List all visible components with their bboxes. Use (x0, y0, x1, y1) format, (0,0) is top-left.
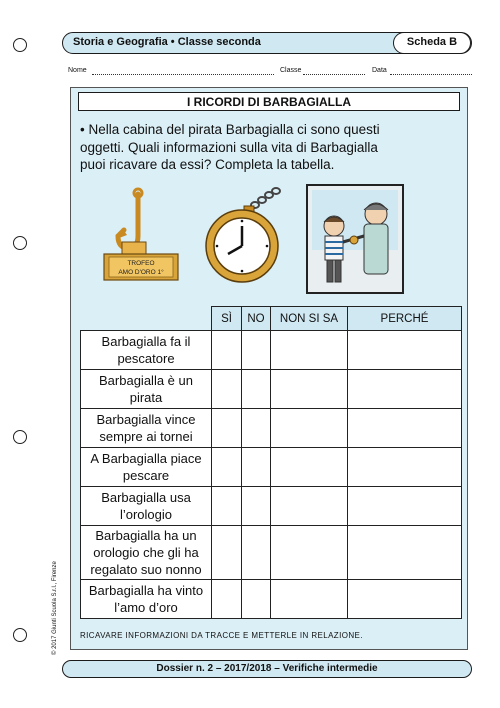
answer-cell-no[interactable] (242, 448, 271, 487)
answer-cell-no[interactable] (242, 487, 271, 526)
date-label: Data (372, 67, 387, 74)
column-header-no: NO (242, 307, 271, 331)
class-label: Classe (280, 67, 302, 74)
statement-cell: Barbagialla fa il pescatore (81, 331, 212, 370)
page-title: I RICORDI DI BARBAGIALLA (78, 92, 460, 111)
statement-cell: A Barbagialla piace pescare (81, 448, 212, 487)
trophy-plaque-line2: AMO D'ORO 1° (118, 269, 164, 276)
answer-cell-perche[interactable] (348, 526, 462, 580)
statement-cell: Barbagialla vince sempre ai tornei (81, 409, 212, 448)
answer-cell-non-si-sa[interactable] (271, 580, 348, 619)
answer-cell-non-si-sa[interactable] (271, 448, 348, 487)
table-row (81, 331, 462, 370)
instructions-text: • Nella cabina del pirata Barbagialla ci sono questi oggetti. Quali informazioni sulla vita di Barbagialla puoi ricavare da essi? Completa la tabella. (80, 122, 380, 172)
answer-table (80, 306, 462, 619)
answer-cell-perche[interactable] (348, 580, 462, 619)
footer-band: Dossier n. 2 – 2017/2018 – Verifiche intermedie (62, 660, 472, 678)
table-row (81, 370, 462, 409)
answer-cell-si[interactable] (212, 580, 242, 619)
answer-cell-non-si-sa[interactable] (271, 370, 348, 409)
statement-cell: Barbagialla ha un orologio che gli ha regalato suo nonno (81, 526, 212, 580)
date-line (390, 74, 472, 75)
trophy-hook-illustration (100, 186, 182, 286)
column-header-perche: PERCHÉ (348, 307, 462, 331)
answer-cell-si[interactable] (212, 526, 242, 580)
table-corner (81, 307, 212, 331)
answer-cell-si[interactable] (212, 487, 242, 526)
column-header-non-si-sa: NON SI SA (271, 307, 348, 331)
column-header-si: SÌ (212, 307, 242, 331)
answer-cell-perche[interactable] (348, 331, 462, 370)
punch-hole (13, 236, 27, 250)
statement-cell: Barbagialla usa l’orologio (81, 487, 212, 526)
trophy-plaque-line1: TROFEO (127, 260, 155, 267)
statement-cell: Barbagialla è un pirata (81, 370, 212, 409)
header-band (62, 32, 472, 54)
answer-cell-non-si-sa[interactable] (271, 409, 348, 448)
table-row (81, 526, 462, 580)
subject-label: Storia e Geografia • Classe seconda (73, 36, 261, 48)
class-line (303, 74, 365, 75)
punch-hole (13, 430, 27, 444)
answer-cell-si[interactable] (212, 409, 242, 448)
answer-cell-non-si-sa[interactable] (271, 487, 348, 526)
skill-footnote: RICAVARE INFORMAZIONI DA TRACCE E METTERLE IN RELAZIONE. (80, 631, 363, 640)
table-row (81, 448, 462, 487)
name-row (68, 65, 472, 79)
table-row (81, 580, 462, 619)
answer-cell-no[interactable] (242, 370, 271, 409)
name-label: Nome (68, 67, 87, 74)
table-row (81, 409, 462, 448)
statement-cell: Barbagialla ha vinto l’amo d’oro (81, 580, 212, 619)
answer-cell-non-si-sa[interactable] (271, 526, 348, 580)
answer-cell-no[interactable] (242, 409, 271, 448)
answer-cell-no[interactable] (242, 580, 271, 619)
answer-cell-si[interactable] (212, 370, 242, 409)
answer-cell-si[interactable] (212, 331, 242, 370)
answer-cell-non-si-sa[interactable] (271, 331, 348, 370)
answer-cell-perche[interactable] (348, 409, 462, 448)
table-row (81, 487, 462, 526)
answer-cell-perche[interactable] (348, 370, 462, 409)
copyright-note: © 2017 Giunti Scuola S.r.l., Firenze (52, 561, 58, 655)
answer-cell-perche[interactable] (348, 487, 462, 526)
punch-hole (13, 628, 27, 642)
punch-hole (13, 38, 27, 52)
name-line (92, 74, 274, 75)
answer-cell-no[interactable] (242, 526, 271, 580)
gift-scene-illustration (306, 184, 404, 294)
answer-cell-perche[interactable] (348, 448, 462, 487)
answer-cell-si[interactable] (212, 448, 242, 487)
sheet-label: Scheda B (393, 32, 471, 54)
pocket-watch-illustration (200, 186, 300, 288)
answer-cell-no[interactable] (242, 331, 271, 370)
